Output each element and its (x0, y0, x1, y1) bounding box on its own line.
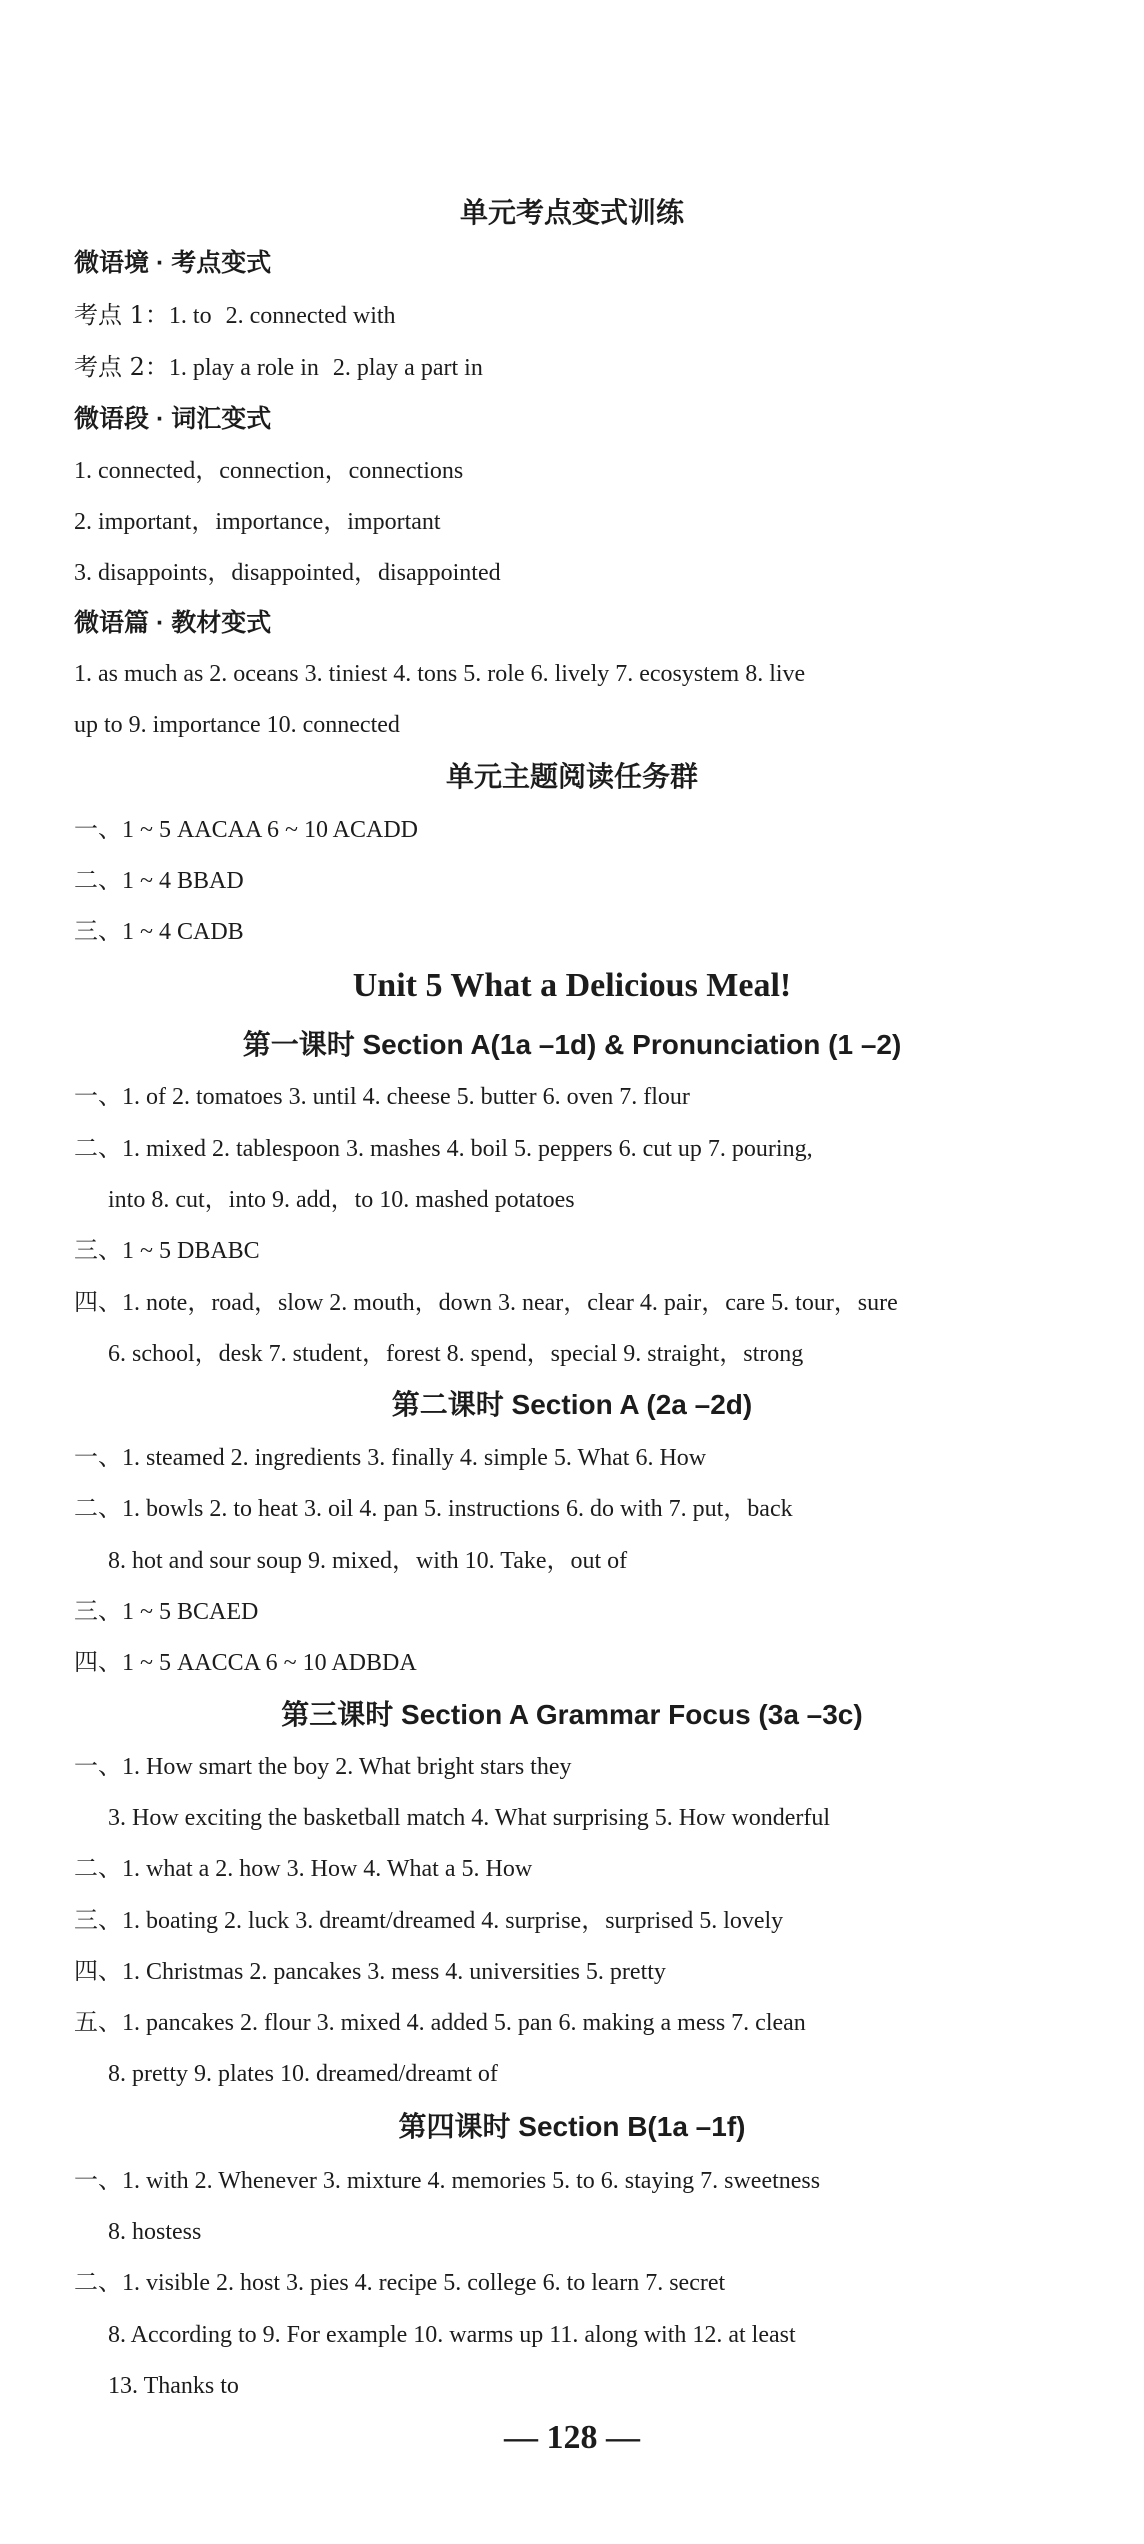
answer-line: 二、1. visible 2. host 3. pies 4. recipe 5. college 6. to learn 7. secret (74, 2270, 726, 2296)
subheading-micro-paragraph: 微语段 · 词汇变式 (74, 405, 272, 433)
reading-line: 二、1 ~ 4 BBAD (74, 868, 244, 894)
answer-line: 3. How exciting the basketball match 4. What surprising 5. How wonderful (108, 1805, 831, 1831)
subheading-micro-context: 微语境 · 考点变式 (74, 249, 272, 277)
unit-title: Unit 5 What a Delicious Meal! (352, 967, 792, 1004)
answer-line: 8. pretty 9. plates 10. dreamed/dreamt of (108, 2061, 498, 2087)
lesson-4-title: 第四课时 Section B(1a –1f) (398, 2111, 746, 2142)
answer-line: 二、1. bowls 2. to heat 3. oil 4. pan 5. instructions 6. do with 7. put，back (74, 1496, 793, 1522)
lesson-3-title: 第三课时 Section A Grammar Focus (3a –3c) (281, 1699, 863, 1730)
kaodian-2-line (74, 352, 1104, 383)
answer-line: 二、1. what a 2. how 3. How 4. What a 5. How (74, 1856, 533, 1882)
vocab-line: 1. connected，connection，connections (74, 458, 464, 484)
kaodian-1-label: 考点 1： (74, 301, 169, 329)
answer-line: 一、1. of 2. tomatoes 3. until 4. cheese 5. butter 6. oven 7. flour (74, 1084, 690, 1110)
answer-line: 三、1 ~ 5 DBABC (74, 1238, 260, 1264)
reading-line: 三、1 ~ 4 CADB (74, 919, 244, 945)
kaodian-1-item: 1. to (168, 303, 212, 329)
vocab-line: 2. important，importance，important (74, 509, 441, 535)
answer-line: 8. hostess (108, 2219, 202, 2245)
reading-line: 一、1 ~ 5 AACAA 6 ~ 10 ACADD (74, 817, 418, 843)
answer-line: 一、1. How smart the boy 2. What bright stars they (74, 1754, 572, 1780)
lesson-2-title: 第二课时 Section A (2a –2d) (391, 1389, 753, 1420)
kaodian-2-item: 2. play a part in (332, 355, 483, 381)
answer-line: 二、1. mixed 2. tablespoon 3. mashes 4. boil 5. peppers 6. cut up 7. pouring, (74, 1136, 813, 1162)
answer-line: 6. school，desk 7. student，forest 8. spend，special 9. straight，strong (108, 1341, 804, 1367)
lesson-1-title: 第一课时 Section A(1a –1d) & Pronunciation (1 –2) (242, 1029, 902, 1060)
unit-review-title: 单元考点变式训练 (459, 197, 684, 228)
kaodian-2-label: 考点 2： (74, 353, 169, 381)
kaodian-1-item: 2. connected with (225, 303, 396, 329)
answer-line: 一、1. with 2. Whenever 3. mixture 4. memories 5. to 6. staying 7. sweetness (74, 2168, 821, 2194)
answer-line: 四、1. note，road，slow 2. mouth，down 3. near，clear 4. pair，care 5. tour，sure (74, 1290, 898, 1316)
reading-title: 单元主题阅读任务群 (445, 761, 698, 792)
answer-line: 13. Thanks to (108, 2373, 239, 2399)
answer-line: 8. hot and sour soup 9. mixed，with 10. Take，out of (108, 1548, 628, 1574)
answer-line: 三、1. boating 2. luck 3. dreamt/dreamed 4. surprise，surprised 5. lovely (74, 1908, 784, 1934)
subheading-micro-text: 微语篇 · 教材变式 (74, 609, 272, 637)
text-answer-line: 1. as much as 2. oceans 3. tiniest 4. tons 5. role 6. lively 7. ecosystem 8. live (74, 661, 806, 687)
page-number: — 128 — (504, 2419, 640, 2456)
answer-line: 三、1 ~ 5 BCAED (74, 1599, 259, 1625)
text-answer-line: up to 9. importance 10. connected (74, 712, 400, 738)
answer-line: 四、1 ~ 5 AACCA 6 ~ 10 ADBDA (74, 1650, 417, 1676)
answer-line: into 8. cut，into 9. add，to 10. mashed potatoes (108, 1187, 575, 1213)
answer-line: 一、1. steamed 2. ingredients 3. finally 4. simple 5. What 6. How (74, 1445, 707, 1471)
answer-line: 8. According to 9. For example 10. warms up 11. along with 12. at least (108, 2322, 796, 2348)
kaodian-2-item: 1. play a role in (168, 355, 319, 381)
answer-line: 五、1. pancakes 2. flour 3. mixed 4. added 5. pan 6. making a mess 7. clean (74, 2010, 806, 2036)
answer-line: 四、1. Christmas 2. pancakes 3. mess 4. universities 5. pretty (74, 1959, 666, 1985)
vocab-line: 3. disappoints，disappointed，disappointed (74, 560, 501, 586)
kaodian-1-line (74, 300, 1104, 331)
